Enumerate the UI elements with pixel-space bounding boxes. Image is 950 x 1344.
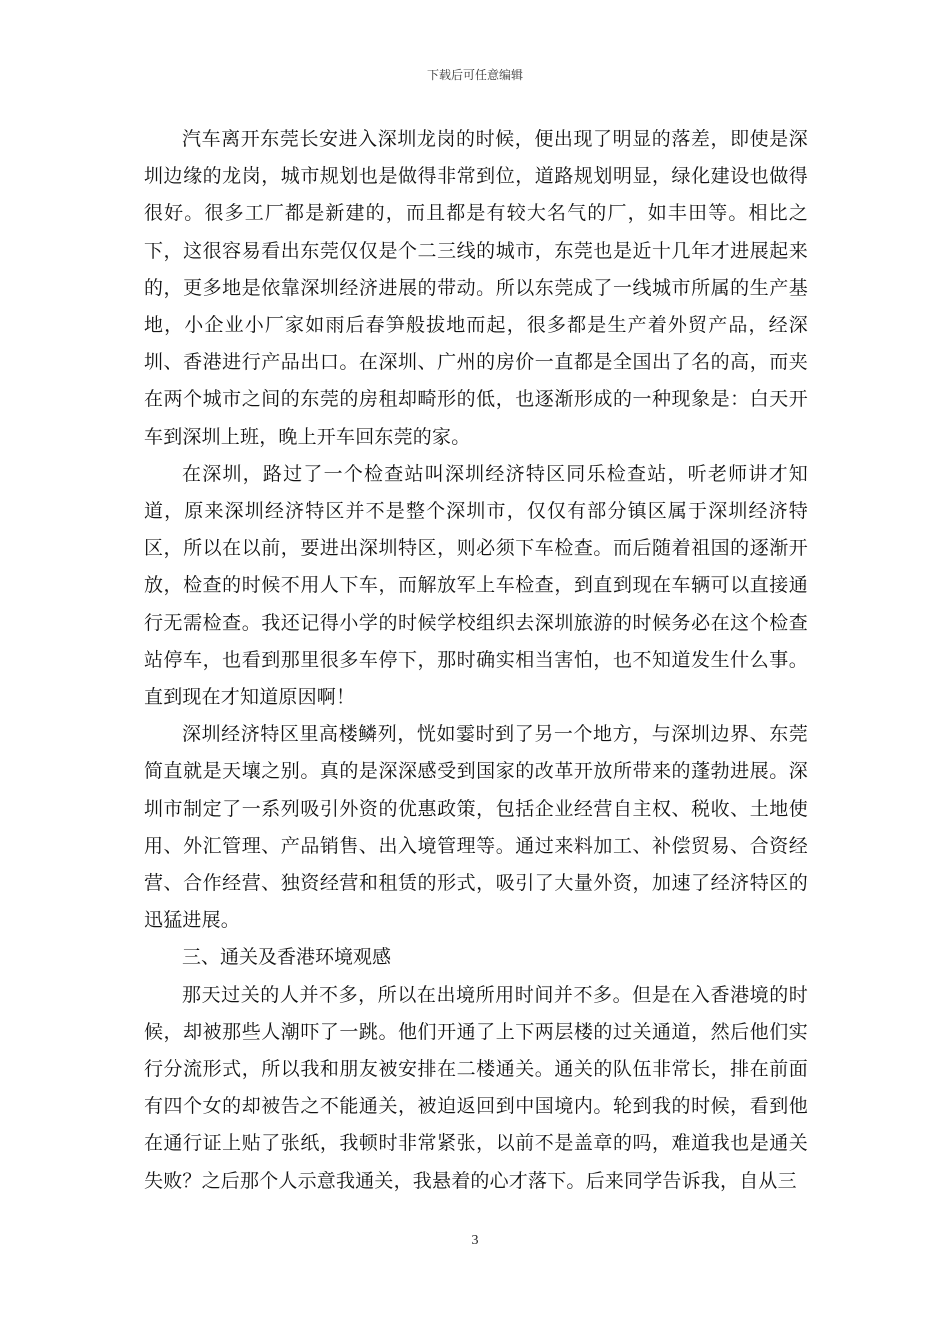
section-heading: 三、通关及香港环境观感 [182, 946, 392, 969]
document-body [144, 121, 808, 1200]
paragraph-2: 在深圳，路过了一个检查站叫深圳经济特区同乐检查站，听老师讲才知道，原来深圳经济特区并不是整个深圳市，仅仅有部分镇区属于深圳经济特区，所以在以前，要进出深圳特区，则必须下车检查。而后随着祖国的逐渐开放，检查的时候不用人下车，而解放军上车检查，到直到现在车辆可以直接通行无需检查。我还记得小学的时候学校组织去深圳旅游的时候务必在这个检查站停车，也看到那里很多车停下，那时确实相当害怕，也不知道发生什么事。直到现在才知道原因啊！ [144, 462, 808, 709]
page-number: 3 [471, 1233, 479, 1248]
page-header: 下载后可任意编辑 [426, 68, 523, 82]
paragraph-3: 深圳经济特区里高楼鳞列，恍如霎时到了另一个地方，与深圳边界、东莞简直就是天壤之别。真的是深深感受到国家的改革开放所带来的蓬勃进展。深圳市制定了一系列吸引外资的优惠政策，包括企业经营自主权、税收、土地使用、外汇管理、产品销售、出入境管理等。通过来料加工、补偿贸易、合资经营、合作经营、独资经营和租赁的形式，吸引了大量外资，加速了经济特区的迅猛进展。 [144, 723, 808, 932]
paragraph-4: 那天过关的人并不多，所以在出境所用时间并不多。但是在入香港境的时候，却被那些人潮吓了一跳。他们开通了上下两层楼的过关通道，然后他们实行分流形式，所以我和朋友被安排在二楼通关。通关的队伍非常长，排在前面有四个女的却被告之不能通关，被迫返回到中国境内。轮到我的时候，看到他在通行证上贴了张纸，我顿时非常紧张，以前不是盖章的吗，难道我也是通关失败？之后那个人示意我通关，我悬着的心才落下。后来同学告诉我，自从三 [144, 983, 808, 1192]
paragraph-1: 汽车离开东莞长安进入深圳龙岗的时候，便出现了明显的落差，即使是深圳边缘的龙岗，城市规划也是做得非常到位，道路规划明显，绿化建设也做得很好。很多工厂都是新建的，而且都是有较大名气的厂，如丰田等。相比之下，这很容易看出东莞仅仅是个二三线的城市，东莞也是近十几年才进展起来的，更多地是依靠深圳经济进展的带动。所以东莞成了一线城市所属的生产基地，小企业小厂家如雨后春笋般拔地而起，很多都是生产着外贸产品，经深圳、香港进行产品出口。在深圳、广州的房价一直都是全国出了名的高，而夹在两个城市之间的东莞的房租却畸形的低，也逐渐形成的一种现象是：白天开车到深圳上班，晚上开车回东莞的家。 [144, 128, 808, 448]
